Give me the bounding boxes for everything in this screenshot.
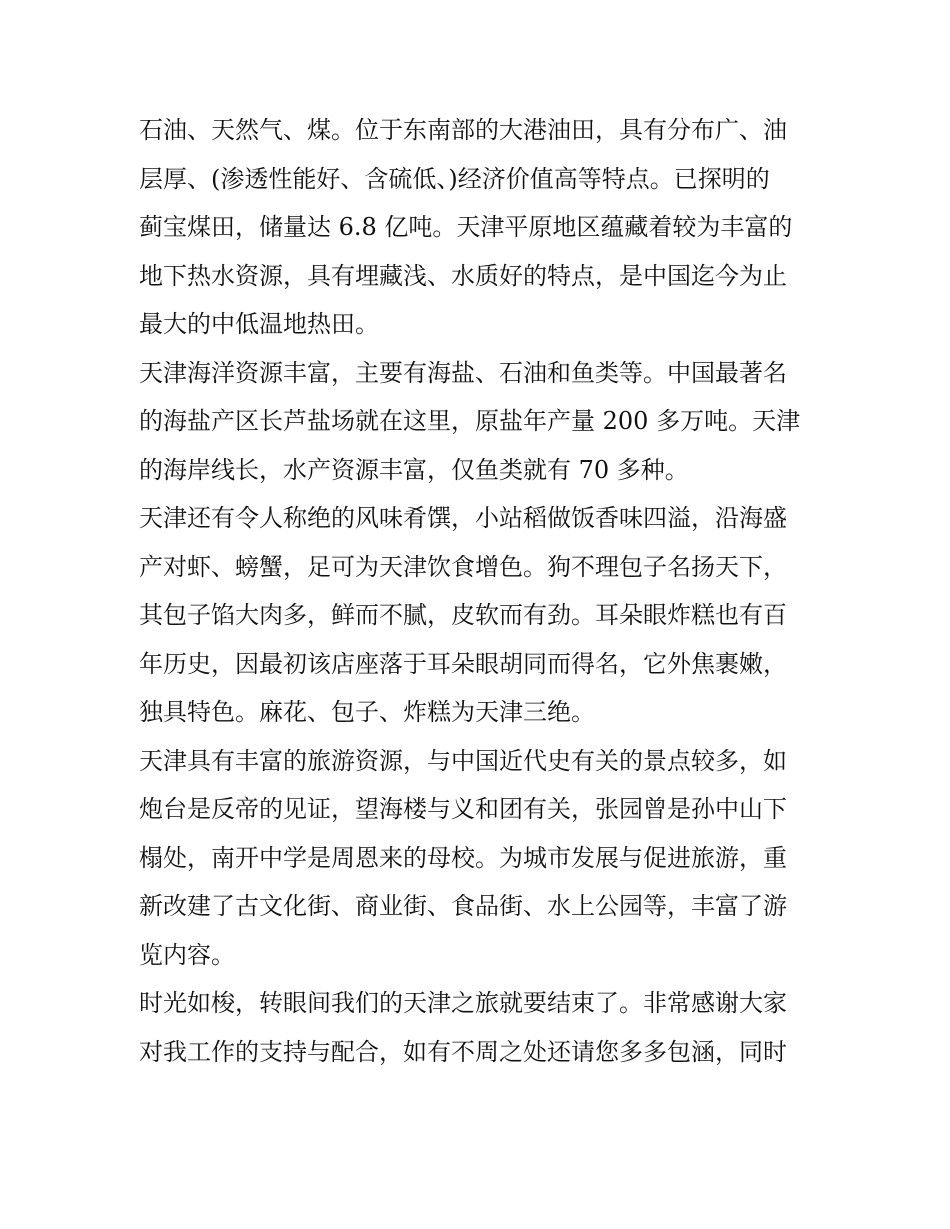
paragraph-marine [139,349,819,495]
document-body [139,106,819,1076]
text-line: 独具特色。麻花、包子、炸糕为天津三绝。 [139,698,595,726]
paragraph-resources [139,106,819,349]
text-line: 石油、天然气、煤。位于东南部的大港油田，具有分布广、油 [139,116,787,144]
text-line: 其包子馅大肉多，鲜而不腻，皮软而有劲。耳朵眼炸糕也有百 [139,601,787,629]
text-line: 天津具有丰富的旅游资源，与中国近代史有关的景点较多，如 [139,746,787,775]
text-line: 最大的中低温地热田。 [139,310,379,338]
text-line: 天津海洋资源丰富，主要有海盐、石油和鱼类等。中国最著名 [139,358,787,387]
paragraph-food [139,494,819,737]
text-line: 新改建了古文化街、商业街、食品街、水上公园等，丰富了游 [139,892,787,920]
paragraph-tourism [139,737,819,980]
text-line: 产对虾、螃蟹，足可为天津饮食增色。狗不理包子名扬天下， [139,552,787,581]
text-line: 时光如梭，转眼间我们的天津之旅就要结束了。非常感谢大家 [139,989,787,1017]
text-line: 榻处，南开中学是周恩来的母校。为城市发展与促进旅游，重 [139,843,787,872]
text-line: 的海岸线长，水产资源丰富，仅鱼类就有 70 多种。 [139,455,689,484]
text-line: 对我工作的支持与配合，如有不周之处还请您多多包涵，同时 [139,1037,787,1066]
text-line: 地下热水资源，具有埋藏浅、水质好的特点，是中国迄今为止 [139,261,787,290]
paragraph-closing [139,979,819,1076]
text-line: 年历史，因最初该店座落于耳朵眼胡同而得名，它外焦裹嫩， [139,649,787,678]
text-line: 览内容。 [139,940,235,969]
text-line: 天津还有令人称绝的风味肴馔，小站稻做饭香味四溢，沿海盛 [139,504,787,532]
text-line: 炮台是反帝的见证，望海楼与义和团有关，张园曾是孙中山下 [139,795,787,823]
text-line: 层厚、(渗透性能好、含硫低、)经济价值高等特点。已探明的 [139,164,770,193]
text-line: 的海盐产区长芦盐场就在这里，原盐年产量 200 多万吨。天津 [139,407,801,435]
text-line: 蓟宝煤田，储量达 6.8 亿吨。天津平原地区蕴藏着较为丰富的 [139,213,793,241]
